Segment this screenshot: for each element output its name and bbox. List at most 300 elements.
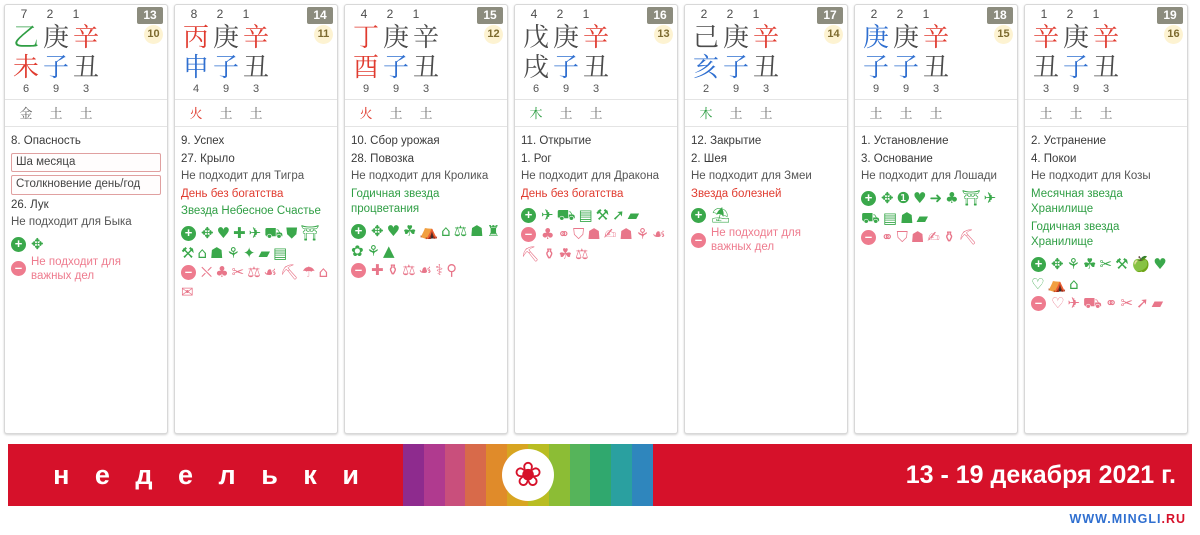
inauspicious-activity-icon: ✍ xyxy=(603,225,617,244)
element-glyph: 土 xyxy=(419,107,433,122)
minus-icon: – xyxy=(1031,296,1046,311)
earthly-branch-glyph: 丑 xyxy=(922,53,949,83)
inauspicious-icon-row xyxy=(11,255,161,284)
activity-icons xyxy=(1031,256,1181,312)
lunar-day-badge: 13 xyxy=(654,25,673,44)
card-sub-numbers xyxy=(5,83,167,97)
five-elements-row xyxy=(685,99,847,127)
top-number: 1 xyxy=(412,7,420,21)
card-text-line: День без богатства xyxy=(521,187,624,200)
element-glyph: 土 xyxy=(79,107,93,122)
card-text-line: Ша месяца xyxy=(11,153,161,173)
heavenly-stem-glyph: 辛 xyxy=(72,23,99,53)
element-glyph: 土 xyxy=(869,107,883,122)
banner-stripe xyxy=(445,444,466,506)
earthly-branch-glyph: 子 xyxy=(552,53,579,83)
heavenly-stems-row xyxy=(345,23,507,53)
activity-icons xyxy=(521,207,671,263)
auspicious-activity-icon: ✦ xyxy=(242,243,256,262)
day-number-badge: 13 xyxy=(137,7,163,24)
earthly-branch-glyph: 子 xyxy=(892,53,919,83)
auspicious-activity-icon: ⚘ xyxy=(226,243,240,262)
card-text-line: 26. Лук xyxy=(11,198,49,211)
card-text-line: Не подходит для Кролика xyxy=(351,170,489,183)
auspicious-activity-icon: ✥ xyxy=(371,221,384,240)
card-body xyxy=(345,127,507,287)
day-card[interactable] xyxy=(4,4,168,434)
card-text-line: 4. Покои xyxy=(1031,152,1077,165)
element-glyph: 土 xyxy=(389,107,403,122)
top-number: 1 xyxy=(922,7,930,21)
card-text-line: Не подходит для Дракона xyxy=(521,170,660,183)
lunar-day-badge: 10 xyxy=(144,25,163,44)
day-number-badge: 18 xyxy=(987,7,1013,24)
earthly-branch-glyph: 丑 xyxy=(72,53,99,83)
card-body xyxy=(855,127,1017,254)
auspicious-activity-icon: ✥ xyxy=(201,223,214,242)
earthly-branch-glyph: 子 xyxy=(42,53,69,83)
earthly-branch-glyph: 子 xyxy=(1062,53,1089,83)
sub-number: 9 xyxy=(52,83,60,95)
auspicious-activity-icon: ▲ xyxy=(383,241,395,260)
inauspicious-activity-icon: ⚖ xyxy=(247,262,261,281)
auspicious-activity-icon: ▤ xyxy=(882,208,898,227)
activity-icons xyxy=(11,236,161,284)
top-number: 4 xyxy=(530,7,538,21)
heavenly-stem-glyph: 庚 xyxy=(862,23,889,53)
footer-banner xyxy=(8,444,1192,506)
inauspicious-icon-row xyxy=(181,264,331,301)
auspicious-activity-icon: ✂ xyxy=(1099,254,1113,273)
card-text-line: 8. Опасность xyxy=(11,135,81,147)
element-glyph: 木 xyxy=(699,107,713,122)
plus-icon: + xyxy=(521,208,536,223)
inauspicious-activity-icon: ☗ xyxy=(619,225,633,244)
sub-number: 9 xyxy=(562,83,570,95)
auspicious-activity-icon: ☘ xyxy=(1083,254,1097,273)
inauspicious-activity-icon: ⚱ xyxy=(942,227,956,246)
auspicious-activity-icon: ⌂ xyxy=(441,221,451,240)
top-number: 2 xyxy=(700,7,708,21)
lunar-day-badge: 14 xyxy=(824,25,843,44)
activity-icons xyxy=(351,223,501,279)
auspicious-icon-row xyxy=(521,207,671,224)
heavenly-stem-glyph: 庚 xyxy=(42,23,69,53)
auspicious-activity-icon: ⛱ xyxy=(711,206,731,225)
auspicious-activity-icon: ⛟ xyxy=(264,223,284,242)
inauspicious-activity-icon: ☗ xyxy=(910,227,925,246)
inauspicious-activity-icon: ⛏ xyxy=(958,227,978,246)
inauspicious-activity-icon: ⚖ xyxy=(402,260,416,279)
element-glyph: 土 xyxy=(589,107,603,122)
inauspicious-note: Не подходит для важных дел xyxy=(31,255,121,282)
top-number: 2 xyxy=(386,7,394,21)
heavenly-stems-row xyxy=(1025,23,1187,53)
card-top-numbers xyxy=(685,5,847,23)
inauspicious-activity-icon: ⚭ xyxy=(557,225,571,244)
inauspicious-icon-row xyxy=(1031,295,1181,312)
earthly-branches-row xyxy=(345,53,507,83)
day-number-badge: 15 xyxy=(477,7,503,24)
heavenly-stem-glyph: 庚 xyxy=(1062,23,1089,53)
sub-number: 9 xyxy=(902,83,910,95)
heavenly-stems-row xyxy=(855,23,1017,53)
top-number: 1 xyxy=(72,7,80,21)
heavenly-stem-glyph: 丁 xyxy=(352,23,379,53)
auspicious-activity-icon: ⌂ xyxy=(197,243,207,262)
lunar-day-badge: 16 xyxy=(1164,25,1183,44)
inauspicious-icon-row xyxy=(691,226,841,255)
inauspicious-activity-icon: ✂ xyxy=(231,262,245,281)
banner-stripe xyxy=(632,444,653,506)
earthly-branch-glyph: 亥 xyxy=(692,53,719,83)
sub-number: 6 xyxy=(22,83,30,95)
earthly-branch-glyph: 酉 xyxy=(352,53,379,83)
minus-icon: – xyxy=(11,261,26,276)
banner-stripe xyxy=(465,444,486,506)
auspicious-activity-icon: ♥ xyxy=(386,221,401,240)
auspicious-activity-icon: ❶ xyxy=(896,188,911,207)
lunar-day-badge: 11 xyxy=(314,25,333,44)
card-text-line: 2. Шея xyxy=(691,152,727,165)
plus-icon: + xyxy=(861,191,876,206)
earthly-branches-row xyxy=(175,53,337,83)
auspicious-activity-icon: ➚ xyxy=(612,206,625,225)
earthly-branch-glyph: 子 xyxy=(382,53,409,83)
auspicious-activity-icon: ✥ xyxy=(881,188,894,207)
sub-number: 9 xyxy=(872,83,880,95)
card-text-line: Годичная звезда процветания xyxy=(351,187,440,216)
sub-number: 3 xyxy=(82,83,90,95)
top-number: 2 xyxy=(1066,7,1074,21)
sub-number: 3 xyxy=(422,83,430,95)
auspicious-activity-icon: ✈ xyxy=(541,206,554,225)
auspicious-activity-icon: ✈ xyxy=(248,223,262,242)
day-number-badge: 19 xyxy=(1157,7,1183,24)
five-elements-row xyxy=(345,99,507,127)
heavenly-stem-glyph: 戊 xyxy=(522,23,549,53)
earthly-branch-glyph: 丑 xyxy=(1092,53,1119,83)
plus-icon: + xyxy=(691,208,706,223)
auspicious-activity-icon: ♥ xyxy=(1153,254,1167,273)
card-text-line: День без богатства xyxy=(181,187,284,200)
sub-number: 4 xyxy=(192,83,200,95)
auspicious-activity-icon: ♡ xyxy=(1031,274,1045,293)
banner-stripe xyxy=(570,444,591,506)
element-glyph: 土 xyxy=(1069,107,1083,122)
auspicious-activity-icon: ⛺ xyxy=(1047,274,1067,293)
card-sub-numbers xyxy=(855,83,1017,97)
auspicious-activity-icon: ☗ xyxy=(470,221,484,240)
earthly-branch-glyph: 丑 xyxy=(752,53,779,83)
sub-number: 9 xyxy=(732,83,740,95)
card-text-line: Годичная звезда Хранилище xyxy=(1031,220,1120,249)
card-top-numbers xyxy=(1025,5,1187,23)
heavenly-stem-glyph: 辛 xyxy=(1092,23,1119,53)
day-card[interactable] xyxy=(854,4,1018,434)
plus-icon: + xyxy=(11,237,26,252)
inauspicious-activity-icon: ✂ xyxy=(1120,293,1134,312)
site-url-domain: .RU xyxy=(1161,512,1186,526)
auspicious-activity-icon: ▰ xyxy=(916,208,929,227)
earthly-branch-glyph: 丑 xyxy=(412,53,439,83)
sub-number: 3 xyxy=(1042,83,1050,95)
inauspicious-activity-icon: ⚲ xyxy=(446,260,458,279)
heavenly-stem-glyph: 庚 xyxy=(722,23,749,53)
sub-number: 9 xyxy=(222,83,230,95)
inauspicious-activity-icon: ⌂ xyxy=(318,262,329,281)
minus-icon: – xyxy=(351,263,366,278)
top-number: 1 xyxy=(1092,7,1100,21)
card-text-line: 1. Рог xyxy=(521,152,552,165)
auspicious-icon-row xyxy=(691,207,841,224)
day-card[interactable] xyxy=(514,4,678,434)
sub-number: 9 xyxy=(392,83,400,95)
five-elements-row xyxy=(855,99,1017,127)
sub-number: 9 xyxy=(1072,83,1080,95)
day-number-badge: 17 xyxy=(817,7,843,24)
inauspicious-activity-icon: ☂ xyxy=(302,262,316,281)
top-number: 4 xyxy=(360,7,368,21)
inauspicious-activity-icon: ♣ xyxy=(215,262,229,281)
element-glyph: 土 xyxy=(929,107,943,122)
inauspicious-activity-icon: ⚖ xyxy=(575,245,589,264)
activity-icons xyxy=(861,190,1011,246)
inauspicious-activity-icon: ⛏ xyxy=(521,245,541,264)
activity-icons xyxy=(181,225,331,301)
card-text-line: 12. Закрытие xyxy=(691,135,762,147)
earthly-branch-glyph: 子 xyxy=(212,53,239,83)
auspicious-activity-icon: ✚ xyxy=(233,223,246,242)
element-glyph: 土 xyxy=(729,107,743,122)
inauspicious-activity-icon: ⚭ xyxy=(881,227,894,246)
inauspicious-activity-icon: ☘ xyxy=(558,245,573,264)
five-elements-row xyxy=(515,99,677,127)
heavenly-stems-row xyxy=(515,23,677,53)
card-text-line: Не подходит для Тигра xyxy=(181,170,305,183)
minus-icon: – xyxy=(861,230,876,245)
heavenly-stems-row xyxy=(685,23,847,53)
inauspicious-activity-icon: ➚ xyxy=(1136,293,1149,312)
card-body xyxy=(175,127,337,309)
top-number: 7 xyxy=(20,7,28,21)
earthly-branches-row xyxy=(5,53,167,83)
sub-number: 6 xyxy=(532,83,540,95)
top-number: 2 xyxy=(556,7,564,21)
heavenly-stem-glyph: 庚 xyxy=(892,23,919,53)
auspicious-activity-icon: ♜ xyxy=(486,221,501,240)
banner-stripe xyxy=(611,444,632,506)
earthly-branch-glyph: 戌 xyxy=(522,53,549,83)
inauspicious-icon-row xyxy=(521,226,671,263)
auspicious-icon-row xyxy=(351,223,501,260)
element-glyph: 火 xyxy=(359,107,373,122)
card-sub-numbers xyxy=(685,83,847,97)
card-sub-numbers xyxy=(1025,83,1187,97)
inauspicious-activity-icon: ✍ xyxy=(927,227,940,246)
heavenly-stem-glyph: 辛 xyxy=(1032,23,1059,53)
sub-number: 3 xyxy=(592,83,600,95)
card-body xyxy=(1025,127,1187,320)
auspicious-activity-icon: ✈ xyxy=(983,188,997,207)
heavenly-stem-glyph: 己 xyxy=(692,23,719,53)
top-number: 2 xyxy=(896,7,904,21)
heavenly-stem-glyph: 辛 xyxy=(412,23,439,53)
card-text-line: 10. Сбор урожая xyxy=(351,135,440,147)
auspicious-activity-icon: ✥ xyxy=(1051,254,1064,273)
banner-stripe xyxy=(590,444,611,506)
auspicious-activity-icon: ▰ xyxy=(258,243,271,262)
sub-number: 3 xyxy=(252,83,260,95)
auspicious-activity-icon: 🍏 xyxy=(1131,254,1151,273)
five-elements-row xyxy=(1025,99,1187,127)
auspicious-icon-row xyxy=(861,190,1011,227)
top-number: 2 xyxy=(870,7,878,21)
earthly-branch-glyph: 丑 xyxy=(242,53,269,83)
day-number-badge: 14 xyxy=(307,7,333,24)
day-card[interactable] xyxy=(684,4,848,434)
card-text-line: 27. Крыло xyxy=(181,152,235,165)
auspicious-activity-icon: ⚒ xyxy=(595,206,610,225)
heavenly-stem-glyph: 辛 xyxy=(242,23,269,53)
auspicious-activity-icon: ⚘ xyxy=(366,241,381,260)
inauspicious-activity-icon: ⛟ xyxy=(1083,293,1102,312)
earthly-branch-glyph: 申 xyxy=(182,53,209,83)
day-card[interactable] xyxy=(1024,4,1188,434)
element-glyph: 土 xyxy=(1099,107,1113,122)
inauspicious-activity-icon: ✚ xyxy=(371,260,384,279)
inauspicious-activity-icon: ♡ xyxy=(1051,293,1065,312)
earthly-branches-row xyxy=(685,53,847,83)
card-text-line: 11. Открытие xyxy=(521,135,592,147)
heavenly-stem-glyph: 庚 xyxy=(212,23,239,53)
card-text-line: 1. Установление xyxy=(861,135,949,147)
banner-stripe xyxy=(403,444,424,506)
earthly-branches-row xyxy=(515,53,677,83)
auspicious-icon-row xyxy=(181,225,331,262)
day-card[interactable] xyxy=(344,4,508,434)
inauspicious-activity-icon: ☙ xyxy=(652,225,666,244)
sub-number: 3 xyxy=(1102,83,1110,95)
card-text-line: Столкновение день/год xyxy=(11,175,161,195)
auspicious-activity-icon: ⚒ xyxy=(1115,254,1129,273)
element-glyph: 木 xyxy=(529,107,543,122)
element-glyph: 火 xyxy=(189,107,203,122)
heavenly-stem-glyph: 辛 xyxy=(752,23,779,53)
auspicious-activity-icon: ♣ xyxy=(945,188,959,207)
heavenly-stem-glyph: 乙 xyxy=(12,23,39,53)
five-elements-row xyxy=(175,99,337,127)
auspicious-activity-icon: ⛟ xyxy=(556,206,576,225)
auspicious-activity-icon: ✿ xyxy=(351,241,364,260)
top-number: 8 xyxy=(190,7,198,21)
auspicious-activity-icon: ☗ xyxy=(209,243,224,262)
heavenly-stems-row xyxy=(5,23,167,53)
auspicious-activity-icon: ⚘ xyxy=(1066,254,1081,273)
element-glyph: 土 xyxy=(559,107,573,122)
heavenly-stems-row xyxy=(175,23,337,53)
inauspicious-note: Не подходит для важных дел xyxy=(711,227,801,254)
element-glyph: 土 xyxy=(759,107,773,122)
inauspicious-activity-icon: ✉ xyxy=(181,282,194,301)
day-card[interactable] xyxy=(174,4,338,434)
card-text-line: Звезда Небесное Счастье xyxy=(181,205,321,218)
minus-icon: – xyxy=(181,265,196,280)
card-body xyxy=(515,127,677,271)
element-glyph: 土 xyxy=(899,107,913,122)
inauspicious-activity-icon: ⛏ xyxy=(280,262,300,281)
plus-icon: + xyxy=(181,226,196,241)
auspicious-icon-row xyxy=(1031,256,1181,293)
inauspicious-activity-icon: ♣ xyxy=(541,225,555,244)
auspicious-activity-icon: ✥ xyxy=(31,234,44,253)
auspicious-activity-icon: ☗ xyxy=(900,208,914,227)
card-text-line: Звезда болезней xyxy=(691,187,782,200)
earthly-branches-row xyxy=(1025,53,1187,83)
inauspicious-icon-row xyxy=(351,262,501,279)
inauspicious-activity-icon: ☙ xyxy=(418,260,433,279)
auspicious-activity-icon: ⚖ xyxy=(453,221,468,240)
sub-number: 9 xyxy=(362,83,370,95)
auspicious-activity-icon: ⛩ xyxy=(300,223,320,242)
auspicious-activity-icon: ⚒ xyxy=(181,243,195,262)
auspicious-activity-icon: ⌂ xyxy=(1069,274,1079,293)
plus-icon: + xyxy=(351,224,366,239)
top-number: 1 xyxy=(242,7,250,21)
element-glyph: 金 xyxy=(19,107,33,122)
auspicious-activity-icon: ⛟ xyxy=(861,208,880,227)
minus-icon: – xyxy=(691,233,706,248)
card-text-line: 3. Основание xyxy=(861,152,933,165)
heavenly-stem-glyph: 辛 xyxy=(582,23,609,53)
card-text-line: Не подходит для Быка xyxy=(11,216,132,229)
minus-icon: – xyxy=(521,227,536,242)
element-glyph: 土 xyxy=(49,107,63,122)
auspicious-activity-icon: ⛊ xyxy=(286,223,298,242)
card-text-line: Не подходит для Козы xyxy=(1031,170,1151,183)
day-number-badge: 16 xyxy=(647,7,673,24)
card-body xyxy=(685,127,847,263)
card-text-line: 9. Успех xyxy=(181,135,225,147)
auspicious-activity-icon: ⛺ xyxy=(419,221,439,240)
sub-number: 3 xyxy=(762,83,770,95)
auspicious-activity-icon: ➜ xyxy=(929,188,943,207)
site-url xyxy=(1070,512,1186,526)
activity-icons xyxy=(691,207,841,255)
inauspicious-activity-icon: ⛉ xyxy=(896,227,908,246)
inauspicious-activity-icon: ⚱ xyxy=(386,260,400,279)
earthly-branch-glyph: 子 xyxy=(722,53,749,83)
inauspicious-activity-icon: ⚘ xyxy=(635,225,650,244)
card-text-line: Не подходит для Лошади xyxy=(861,170,997,183)
card-text-line: Месячная звезда Хранилище xyxy=(1031,187,1123,216)
inauspicious-activity-icon: ⚕ xyxy=(435,260,444,279)
banner-date-range: 13 - 19 декабря 2021 г. xyxy=(653,444,1192,506)
card-top-numbers xyxy=(175,5,337,23)
five-elements-row xyxy=(5,99,167,127)
lunar-day-badge: 15 xyxy=(994,25,1013,44)
banner-title: н е д е л ь к и xyxy=(8,444,403,506)
card-sub-numbers xyxy=(175,83,337,97)
inauspicious-activity-icon: ☗ xyxy=(587,225,601,244)
auspicious-activity-icon: ⛩ xyxy=(961,188,981,207)
sub-number: 3 xyxy=(932,83,940,95)
card-top-numbers xyxy=(5,5,167,23)
banner-stripes xyxy=(403,444,653,506)
inauspicious-activity-icon: ✈ xyxy=(1067,293,1081,312)
top-number: 1 xyxy=(582,7,590,21)
card-top-numbers xyxy=(345,5,507,23)
